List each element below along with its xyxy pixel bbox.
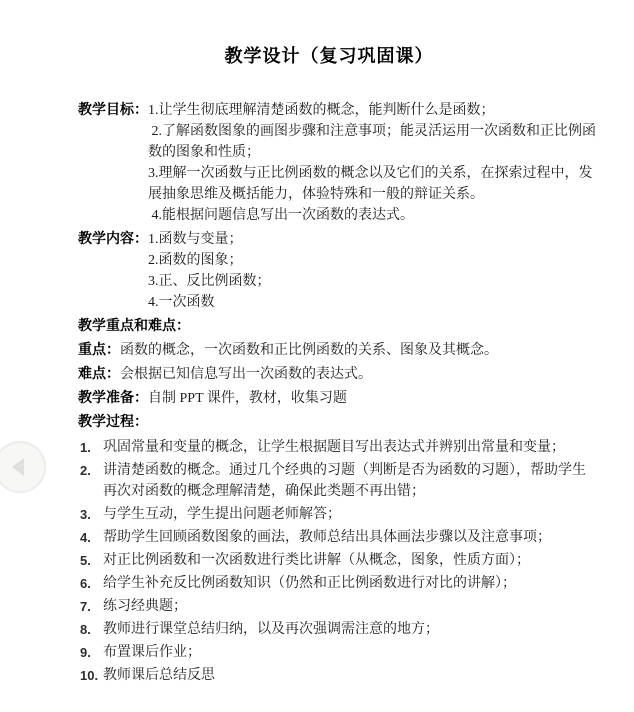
list-item [80,665,598,686]
list-item-text [103,527,551,548]
chevron-left-icon [12,458,24,476]
section-line: 数的图象和性质； [148,145,260,160]
section-line: 4.能根据问题信息写出一次函数的表达式。 [148,208,414,223]
list-item-line: 讲清楚函数的概念。通过几个经典的习题（判断是否为函数的习题），帮助学生 [103,463,586,478]
list-item-number: 9. [80,645,91,660]
section-line: 1.函数与变量； [148,232,243,247]
section [78,229,598,313]
list-item-number: 6. [80,576,91,591]
list-item-number: 1. [80,440,91,455]
list-item-text [103,550,530,571]
section-line: 函数的概念，一次函数和正比例函数的关系、图象及其概念。 [120,343,498,358]
list-item-text [103,596,187,617]
list-item-line: 与学生互动，学生提出问题老师解答； [103,507,341,522]
list-item-text [103,642,201,663]
list-item-number: 2. [80,463,91,478]
section [78,316,598,337]
section-line: 展抽象思维及概括能力，体验特殊和一般的辩证关系。 [148,187,484,202]
sections-container [78,100,598,433]
list-item [80,573,598,594]
section-label: 重点： [78,343,120,358]
list-item-number: 4. [80,530,91,545]
section-label: 教学目标： [78,103,148,118]
list-item-line: 帮助学生回顾函数图象的画法，教师总结出具体画法步骤以及注意事项； [103,530,551,545]
list-item-line: 练习经典题； [103,599,187,614]
section-line: 1.让学生彻底理解清楚函数的概念，能判断什么是函数； [148,103,495,118]
section-line: 2.函数的图象； [148,253,243,268]
section-label: 教学重点和难点： [78,319,190,334]
list-item-text [103,573,516,594]
section-label: 教学过程： [78,415,148,430]
list-item-number: 10. [80,668,99,683]
list-item-number: 8. [80,622,91,637]
list-item-line: 教师课后总结反思 [103,668,215,683]
section [78,388,598,409]
list-item-text [103,665,215,686]
section [78,412,598,433]
list-item-line: 巩固常量和变量的概念，让学生根据题目写出表达式并辨别出常量和变量； [103,440,565,455]
list-item [80,642,598,663]
list-item-text [103,619,439,640]
list-item [80,527,598,548]
list-item-line: 布置课后作业； [103,645,201,660]
list-item [80,504,598,525]
section-line: 2.了解函数图象的画图步骤和注意事项；能灵活运用一次函数和正比例函 [148,124,596,139]
list-item [80,550,598,571]
list-item [80,596,598,617]
list-item [80,619,598,640]
section [78,340,598,361]
section-line: 会根据已知信息写出一次函数的表达式。 [120,367,372,382]
list-item-number: 3. [80,507,91,522]
list-item [80,437,598,458]
list-item-text [103,460,586,502]
list-item-number: 5. [80,553,91,568]
list-item-line: 教师进行课堂总结归纳，以及再次强调需注意的地方； [103,622,439,637]
teaching-process-list [80,437,598,686]
list-item-line: 对正比例函数和一次函数进行类比讲解（从概念，图象，性质方面）； [103,553,530,568]
previous-page-button[interactable] [0,441,46,493]
list-item-text [103,437,565,458]
section [78,100,598,226]
list-item-number: 7. [80,599,91,614]
section-label: 难点： [78,367,120,382]
list-item [80,460,598,502]
section [78,364,598,385]
section-line: 3.正、反比例函数； [148,274,271,289]
list-item-line: 给学生补充反比例函数知识（仍然和正比例函数进行对比的讲解）； [103,576,516,591]
section-line: 自制 PPT 课件，教材，收集习题 [148,391,347,406]
document-title: 教学设计（复习巩固课） [224,46,434,66]
list-item-line: 再次对函数的概念理解清楚，确保此类题不再出错； [103,484,425,499]
section-label: 教学准备： [78,391,148,406]
section-line: 3.理解一次函数与正比例函数的概念以及它们的关系，在探索过程中，发 [148,166,593,181]
list-item-text [103,504,341,525]
section-line: 4.一次函数 [148,295,215,310]
section-label: 教学内容： [78,232,148,247]
